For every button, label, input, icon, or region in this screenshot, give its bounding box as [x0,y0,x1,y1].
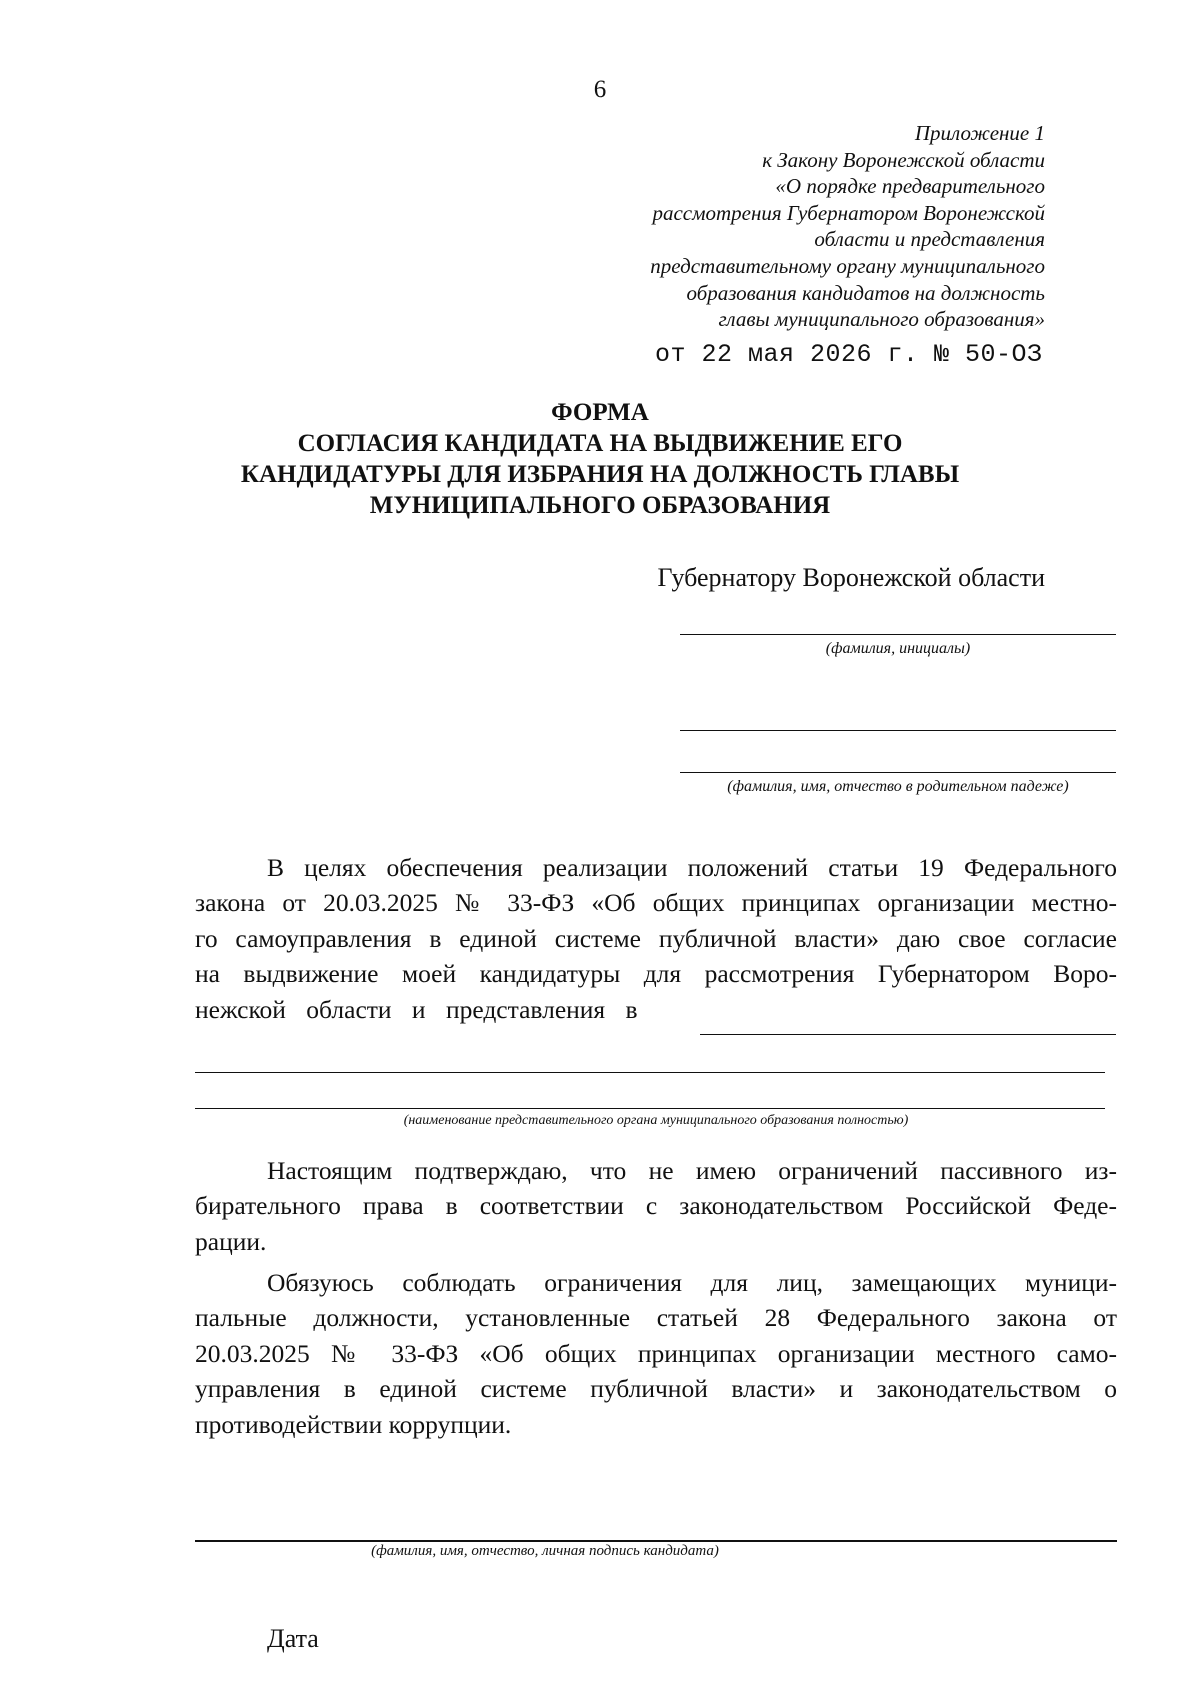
paragraph-line: В целях обеспечения реализации положений статьи 19 Федерального [267,853,1117,882]
date-label: Дата [267,1624,319,1653]
representative-body-line-2[interactable] [195,1072,1105,1073]
confirmation-paragraph [195,1153,1117,1259]
title-line: МУНИЦИПАЛЬНОГО ОБРАЗОВАНИЯ [369,492,831,519]
appendix-date-stamp: от 22 мая 2026 г. № 50-ОЗ [655,340,1043,369]
signature-line[interactable] [195,1540,1117,1542]
candidate-name-line-2[interactable] [680,772,1116,773]
obligation-paragraph [195,1265,1117,1442]
paragraph-line: Обязуюсь соблюдать ограничения для лиц, замещающих муници- [267,1268,1117,1297]
paragraph-line: пальные должности, установленные статьей 28 Федерального закона от [195,1303,1117,1333]
appendix-line: рассмотрения Губернатором Воронежской [652,200,1045,225]
title-line: КАНДИДАТУРЫ ДЛЯ ИЗБРАНИЯ НА ДОЛЖНОСТЬ ГЛАВЫ [240,461,960,488]
candidate-name-caption: (фамилия, имя, отчество в родительном падеже) [727,778,1069,795]
appendix-line: Приложение 1 [914,121,1045,145]
paragraph-line: Настоящим подтверждаю, что не имею ограничений пассивного из- [267,1156,1117,1185]
paragraph-line: противодействии коррупции. [195,1409,512,1439]
appendix-line: «О порядке предварительного [775,174,1045,199]
candidate-name-line-1[interactable] [680,730,1116,731]
paragraph-line: закона от 20.03.2025 № 33-ФЗ «Об общих принципах организации местно- [195,888,1117,918]
form-title [0,397,1200,521]
paragraph-line: на выдвижение моей кандидатуры для рассмотрения Губернатором Воро- [195,959,1117,989]
appendix-header [650,120,1045,333]
appendix-line: представительному органу муниципального [650,253,1045,278]
paragraph-line: 20.03.2025 № 33-ФЗ «Об общих принципах организации местного само- [195,1338,1117,1368]
representative-body-line-3[interactable] [195,1108,1105,1109]
title-line: ФОРМА [551,399,649,426]
consent-paragraph [195,850,1117,1027]
title-line: СОГЛАСИЯ КАНДИДАТА НА ВЫДВИЖЕНИЕ ЕГО [297,430,903,457]
paragraph-line: го самоуправления в единой системе публичной власти» даю свое согласие [195,923,1117,953]
paragraph-line: рации. [195,1226,267,1256]
paragraph-line: бирательного права в соответствии с законодательством Российской Феде- [195,1191,1117,1221]
appendix-line: к Закону Воронежской области [762,147,1045,172]
signature-caption: (фамилия, имя, отчество, личная подпись кандидата) [371,1543,719,1559]
paragraph-line [195,992,1117,1027]
governor-name-line[interactable] [680,634,1116,635]
paragraph-line-text: нежской области и представления в [195,994,638,1024]
appendix-line: образования кандидатов на должность [686,280,1045,305]
governor-name-caption: (фамилия, инициалы) [825,640,971,657]
page-number: 6 [593,76,607,103]
appendix-line: области и представления [814,227,1045,252]
appendix-line: главы муниципального образования» [718,307,1045,332]
representative-body-line-1[interactable] [700,1034,1116,1035]
paragraph-line: управления в единой системе публичной власти» и законодательством о [195,1374,1117,1404]
addressee: Губернатору Воронежской области [657,563,1045,592]
representative-body-caption: (наименование представительного органа муниципального образования полностью) [403,1113,909,1128]
